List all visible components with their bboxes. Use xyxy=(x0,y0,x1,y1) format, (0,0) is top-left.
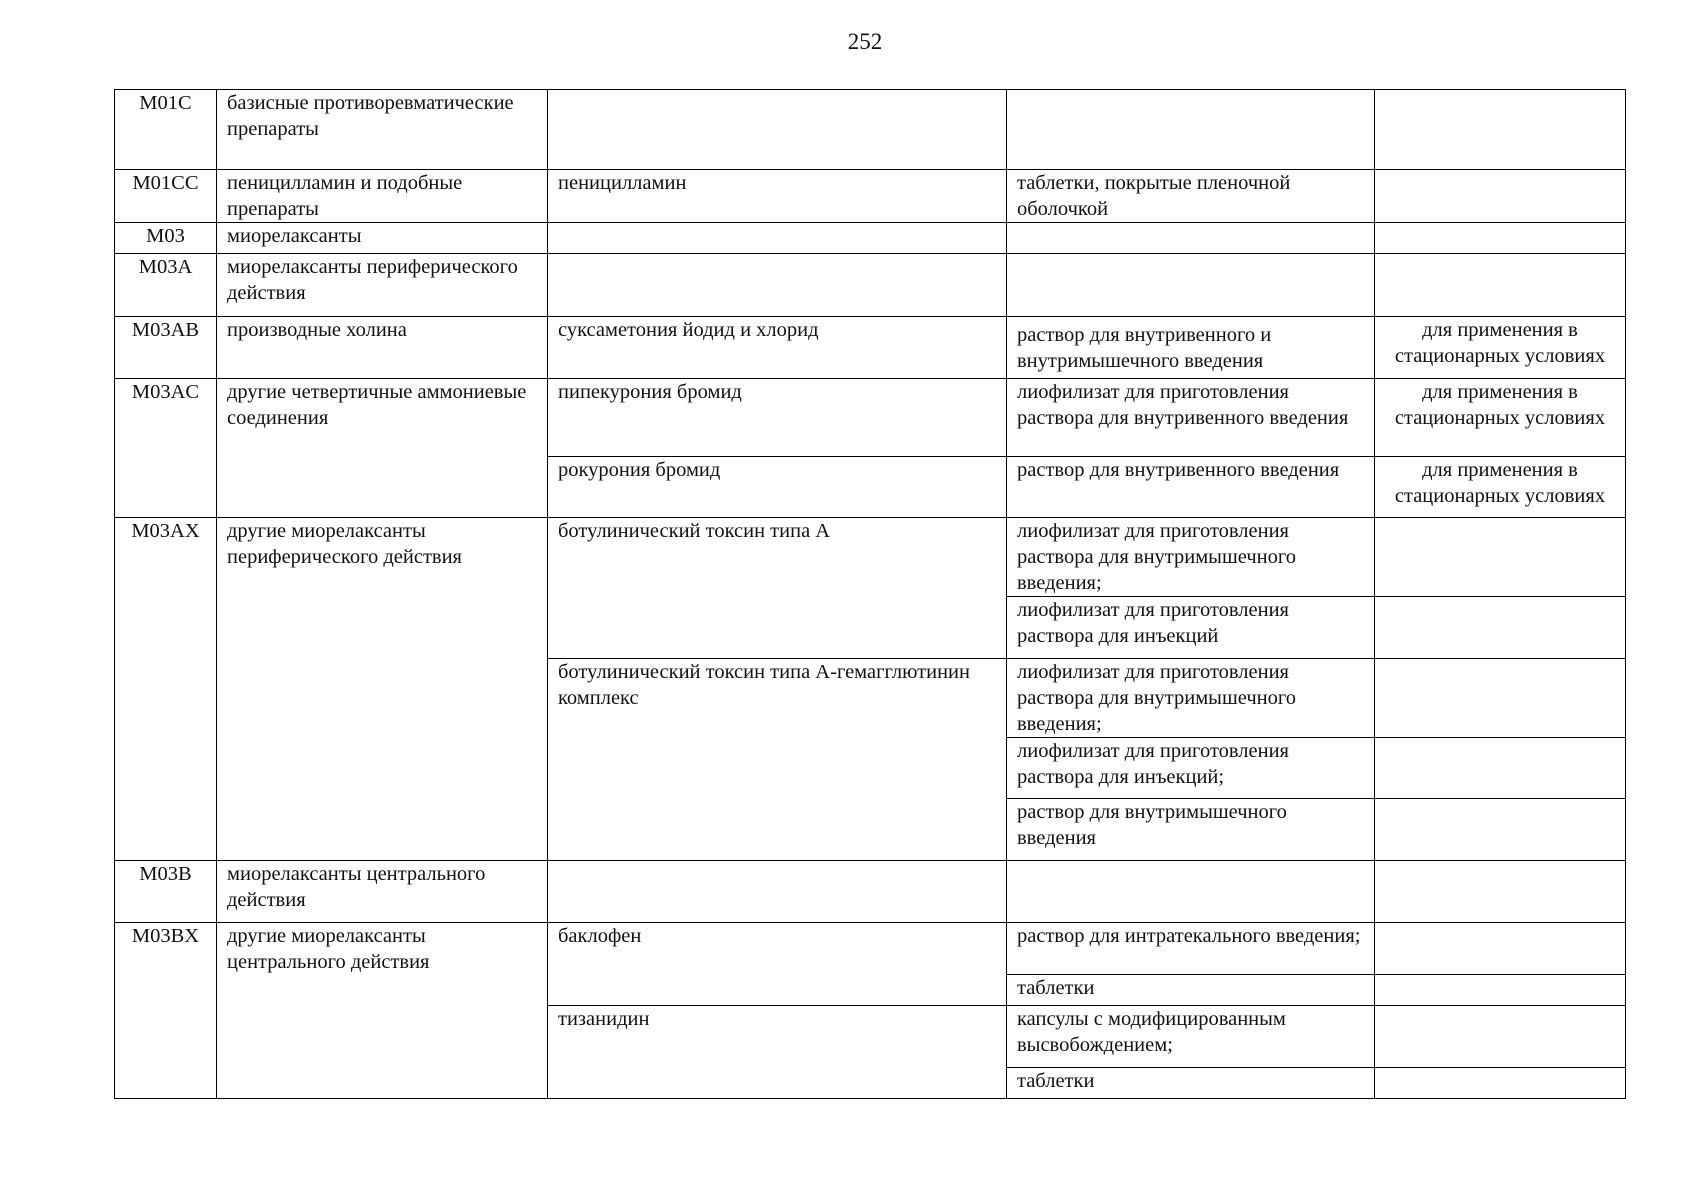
drug-cell: тизанидин xyxy=(548,1006,1007,1099)
group-cell: пеницилламин и подобные препараты xyxy=(217,170,548,223)
form-cell: раствор для внутримышечного введения xyxy=(1007,799,1375,861)
conditions-cell: для применения в стационарных условиях xyxy=(1375,317,1626,379)
atc-code-cell: M03AB xyxy=(115,317,217,379)
drug-cell: пипекурония бромид xyxy=(548,379,1007,457)
table-row xyxy=(115,861,1626,923)
drug-cell: ботулинический токсин типа А-гемагглютинин комплекс xyxy=(548,659,1007,861)
conditions-cell xyxy=(1375,861,1626,923)
form-cell: таблетки, покрытые пленочной оболочкой xyxy=(1007,170,1375,223)
form-cell: капсулы с модифицированным высвобождением; xyxy=(1007,1006,1375,1068)
conditions-cell xyxy=(1375,738,1626,799)
conditions-cell xyxy=(1375,518,1626,597)
form-cell: лиофилизат для приготовления раствора для инъекций xyxy=(1007,597,1375,659)
group-cell: базисные противоревматические препараты xyxy=(217,90,548,170)
table-row xyxy=(115,518,1626,597)
conditions-cell xyxy=(1375,1068,1626,1099)
table-row xyxy=(115,379,1626,457)
conditions-cell xyxy=(1375,170,1626,223)
atc-code-cell: M03BX xyxy=(115,923,217,1099)
drug-cell xyxy=(548,861,1007,923)
conditions-cell xyxy=(1375,597,1626,659)
table-row xyxy=(115,90,1626,170)
group-cell: производные холина xyxy=(217,317,548,379)
form-cell xyxy=(1007,254,1375,317)
drug-cell xyxy=(548,90,1007,170)
form-cell: раствор для внутривенного и внутримышечного введения xyxy=(1007,317,1375,379)
drug-cell: суксаметония йодид и хлорид xyxy=(548,317,1007,379)
drug-cell xyxy=(548,254,1007,317)
atc-code-cell: M03 xyxy=(115,223,217,254)
table-row xyxy=(115,317,1626,379)
table-row xyxy=(115,923,1626,975)
drug-cell xyxy=(548,223,1007,254)
atc-code-cell: M03B xyxy=(115,861,217,923)
conditions-cell xyxy=(1375,90,1626,170)
conditions-cell xyxy=(1375,799,1626,861)
form-cell: лиофилизат для приготовления раствора для инъекций; xyxy=(1007,738,1375,799)
table-row xyxy=(115,254,1626,317)
form-cell: раствор для интратекального введения; xyxy=(1007,923,1375,975)
page-number: 252 xyxy=(847,29,883,54)
conditions-cell xyxy=(1375,1006,1626,1068)
group-cell: другие миорелаксанты центрального действия xyxy=(217,923,548,1099)
form-cell xyxy=(1007,223,1375,254)
conditions-cell xyxy=(1375,223,1626,254)
form-cell xyxy=(1007,861,1375,923)
form-cell: лиофилизат для приготовления раствора для внутримышечного введения; xyxy=(1007,518,1375,597)
atc-code-cell: M03AC xyxy=(115,379,217,518)
conditions-cell xyxy=(1375,254,1626,317)
table-row xyxy=(115,170,1626,223)
drug-cell: рокурония бромид xyxy=(548,457,1007,518)
group-cell: другие миорелаксанты периферического действия xyxy=(217,518,548,861)
form-cell: раствор для внутривенного введения xyxy=(1007,457,1375,518)
drug-cell: баклофен xyxy=(548,923,1007,1006)
form-cell: лиофилизат для приготовления раствора для внутривенного введения xyxy=(1007,379,1375,457)
form-cell xyxy=(1007,90,1375,170)
atc-code-cell: M03AX xyxy=(115,518,217,861)
conditions-cell xyxy=(1375,923,1626,975)
drug-table xyxy=(114,89,1626,1099)
form-cell: таблетки xyxy=(1007,1068,1375,1099)
group-cell: миорелаксанты центрального действия xyxy=(217,861,548,923)
table-row xyxy=(115,223,1626,254)
drug-cell: ботулинический токсин типа А xyxy=(548,518,1007,659)
atc-code-cell: M01C xyxy=(115,90,217,170)
group-cell: миорелаксанты xyxy=(217,223,548,254)
form-cell: таблетки xyxy=(1007,975,1375,1006)
conditions-cell xyxy=(1375,975,1626,1006)
drug-cell: пеницилламин xyxy=(548,170,1007,223)
group-cell: другие четвертичные аммониевые соединения xyxy=(217,379,548,518)
conditions-cell xyxy=(1375,659,1626,738)
conditions-cell: для применения в стационарных условиях xyxy=(1375,379,1626,457)
conditions-cell: для применения в стационарных условиях xyxy=(1375,457,1626,518)
group-cell: миорелаксанты периферического действия xyxy=(217,254,548,317)
atc-code-cell: M03A xyxy=(115,254,217,317)
form-cell: лиофилизат для приготовления раствора для внутримышечного введения; xyxy=(1007,659,1375,738)
atc-code-cell: M01CC xyxy=(115,170,217,223)
